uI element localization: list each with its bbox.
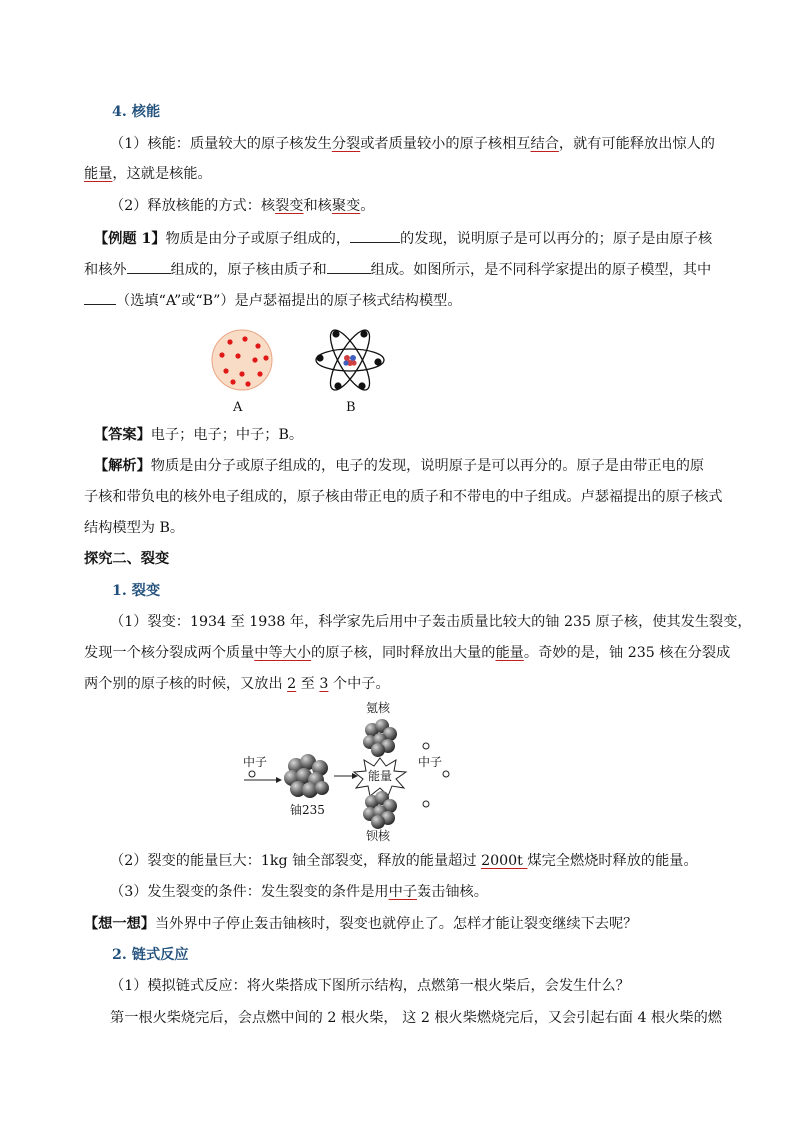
fill-blank	[327, 259, 371, 274]
think-about-it	[84, 914, 637, 934]
paragraph-nuclear-energy-definition	[110, 134, 715, 154]
section-heading-explore-2: 探究二、裂变	[84, 551, 170, 567]
text: （3）发生裂变的条件：发生裂变的条件是用	[110, 884, 389, 900]
outgoing-neutron	[423, 801, 429, 807]
text: 个中子。	[328, 676, 390, 692]
text: 物质是由分子或原子组成的，	[165, 231, 351, 247]
text: 的原子核，同时释放出大量的	[311, 645, 496, 661]
fission-paragraph-line-1: （1）裂变：1934 至 1938 年，科学家先后用中子轰击质量比较大的铀 235 原子核，使其发生裂变，	[110, 614, 752, 630]
fill-blank	[350, 228, 400, 243]
text: 和核外	[84, 262, 127, 278]
model-label-b: B	[346, 400, 356, 415]
text: 物质是由分子或原子组成的，电子的发现，说明原子是可以再分的。原子是由带正电的原	[150, 458, 705, 474]
label-uranium: 铀235	[290, 803, 325, 817]
section-heading-nuclear-energy: 4. 核能	[112, 104, 161, 120]
underlined-answer: 2000t	[481, 853, 528, 869]
fission-energy-paragraph	[110, 851, 698, 871]
fill-blank	[127, 259, 171, 274]
label-energy: 能量	[368, 769, 393, 783]
text: ，这就是核能。	[112, 166, 212, 182]
atom-models-figure	[200, 318, 400, 418]
chain-reaction-paragraph-1: （1）模拟链式反应：将火柴搭成下图所示结构，点燃第一根火柴后，会发生什么？	[110, 978, 630, 994]
analysis-line-3: 结构模型为 B。	[84, 520, 185, 536]
underlined-answer: 中等大小	[254, 645, 312, 661]
underlined-answer: 2	[287, 676, 297, 692]
text: 当外界中子停止轰击铀核时，裂变也就停止了。怎样才能让裂变继续下去呢？	[154, 916, 638, 932]
analysis-line-2: 子核和带负电的核外电子组成的，原子核由带正电的质子和不带电的中子组成。卢瑟福提出的原子核式	[84, 489, 723, 505]
section-heading-chain-reaction: 2. 链式反应	[112, 947, 189, 963]
underlined-answer: 分裂	[331, 136, 361, 152]
text: 。	[360, 198, 375, 214]
example-1-line-1	[94, 228, 712, 249]
text: 两个别的原子核的时候，又放出	[84, 676, 288, 692]
answer-line	[94, 425, 303, 445]
text: 煤完全燃烧时释放的能量。	[527, 853, 698, 869]
text: （1）核能：质量较大的原子核发生	[110, 136, 332, 152]
krypton-nucleus	[363, 719, 397, 757]
uranium-nucleus	[284, 754, 329, 798]
example-1-line-2	[84, 259, 711, 280]
text: 。奇妙的是，铀 235 核在分裂成	[523, 645, 731, 661]
text: 至	[296, 676, 320, 692]
label-barium: 钡核	[366, 829, 391, 843]
text: ，就有可能释放出惊人的	[558, 136, 715, 152]
underlined-answer: 聚变	[331, 198, 361, 214]
text: 组成。如图所示，是不同科学家提出的原子模型，其中	[370, 262, 712, 278]
example-1-line-3	[84, 290, 462, 311]
rutherford-model-b	[316, 325, 384, 395]
chain-reaction-paragraph-2: 第一根火柴烧完后，会点燃中间的 2 根火柴， 这 2 根火柴燃烧完后，又会引起右面 4 根火柴的燃	[110, 1010, 722, 1026]
plum-pudding-model-a	[212, 330, 272, 390]
underlined-answer: 裂变	[275, 198, 304, 214]
label-krypton: 氪核	[366, 701, 391, 715]
text: （选填“A”或“B”）是卢瑟福提出的原子核式结构模型。	[116, 293, 462, 309]
paragraph-release-methods	[110, 196, 374, 216]
text: 发现一个核分裂成两个质量	[84, 645, 255, 661]
text: 和核	[303, 198, 332, 214]
paragraph-nuclear-energy-definition-cont	[84, 164, 212, 184]
label-neutron-in: 中子	[243, 755, 268, 769]
model-label-a: A	[233, 400, 243, 415]
text: （2）释放核能的方式：核	[110, 198, 276, 214]
fission-paragraph-line-2	[84, 643, 730, 663]
text: 的发现，说明原子是可以再分的；原子是由原子核	[400, 231, 713, 247]
underlined-answer: 能量	[495, 645, 524, 661]
label-neutron-out: 中子	[418, 755, 443, 769]
text: 或者质量较小的原子核相互	[360, 136, 531, 152]
text: 轰击铀核。	[416, 884, 488, 900]
text: 组成的，原子核由质子和	[170, 262, 327, 278]
answer-text: 电子；电子；中子；B。	[150, 427, 304, 443]
analysis-line-1	[94, 456, 704, 476]
underlined-answer: 能量	[84, 166, 113, 182]
underlined-answer: 中子	[388, 884, 417, 900]
fission-condition-paragraph	[110, 882, 488, 902]
outgoing-neutron	[423, 743, 429, 749]
fill-blank	[84, 290, 116, 305]
underlined-answer: 3	[319, 676, 329, 692]
analysis-tag: 【解析】	[94, 458, 151, 474]
underlined-answer: 结合	[530, 136, 559, 152]
text: （2）裂变的能量巨大：1kg 铀全部裂变，释放的能量超过	[110, 853, 482, 869]
example-tag: 【例题 1】	[94, 231, 166, 247]
section-heading-fission: 1. 裂变	[112, 583, 161, 599]
outgoing-neutron	[443, 771, 449, 777]
fission-paragraph-line-3	[84, 674, 390, 694]
answer-tag: 【答案】	[94, 427, 151, 443]
barium-nucleus	[363, 791, 397, 829]
think-tag: 【想一想】	[84, 916, 155, 932]
